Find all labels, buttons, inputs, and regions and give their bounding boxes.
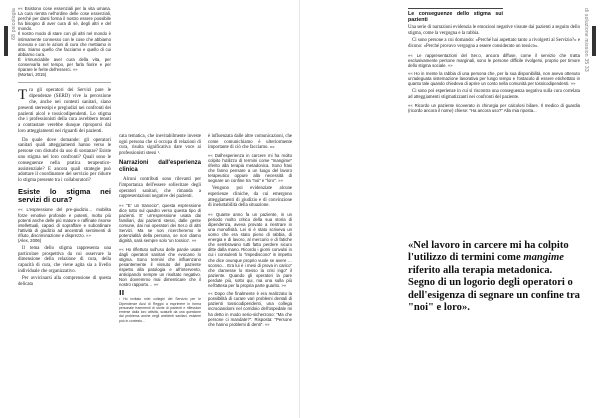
pull-quote-open: « bbox=[408, 240, 414, 251]
page-edge-bar bbox=[592, 26, 596, 56]
section-heading: Esiste lo stigma nei servizi di cura? bbox=[18, 187, 111, 205]
paragraph: Da quale dove domande: gli operatori sanitari quali atteggiamenti hanno verso le persone con disturbi da uso di sostanze? Esiste uno stigma nel loro confronti? Quali sono le conseguenze nella pratica terapeutico-assistenziale? E ancora quali strategie può adottare il coordinatore del servizio per ridurre lo stigma presente tra i collaboratori? bbox=[18, 137, 111, 184]
quote: «« Ho in mente la rabbia di una persona che, per la sua disponibilità, non aveva ottenuto un'adeguata sistemazione lavorativa per lungo tempo e l'ostacolo di essere etichettato in quanto tale quando chiedeva di aprire un conto nella comunità per tossicodipendenti. »» bbox=[408, 70, 580, 87]
page-edge-bar bbox=[4, 26, 8, 56]
paragraph: Una serie di narrazioni evidenzia le emozioni negative vissute dai pazienti a seguito dello stigma, come la vergogna e la rabbia. bbox=[408, 25, 580, 36]
paragraph: Vengono poi evidenziate alcune esperienze cliniche, da cui emergono atteggiamenti di giudizio e di convinzione di ineluttabilità della situazione. bbox=[208, 186, 292, 209]
paragraph: Alcuni contributi sono rilevanti per l'importanza dell'essere sollecitare degli operatori sanitari, che rimanda a rappresentazioni negative dei pazienti. bbox=[119, 177, 201, 200]
paragraph: è influenzata dalle altre comunicazioni, che come comunichiamo è ulteriormente importante di ciò che facciamo. »» bbox=[208, 134, 292, 151]
section-name: di soluzione mission 35 bbox=[583, 8, 589, 65]
pull-quote bbox=[408, 240, 580, 314]
section-name: psicologia bbox=[11, 8, 17, 33]
quote: «« Ricordo un paziente ricoverato in chirurgia per calcolosi biliare. Il medico di guardia (ricordo ancora il nome) chiese: "Ha ancora uso?" Alla mia riposta... bbox=[408, 103, 580, 114]
right-column-1 bbox=[408, 6, 580, 114]
running-header bbox=[583, 8, 589, 72]
section-heading: Narrazioni dall'esperienza clinica bbox=[119, 160, 201, 174]
box-title: Le conseguenze dello stigma sui pazienti bbox=[408, 11, 503, 24]
pull-quote-text: riferito alla terapia metadonica. Segno di un logorio degli operatori o dell'esigenza di segnare un confine tra "noi" e loro bbox=[408, 264, 580, 314]
intro-citation: (Mortari, 2015) bbox=[18, 72, 47, 78]
quote: «« Le rappresentazioni del Ser.o, ancora diffuse, come il servizio che tratta esclusivamente persone marginali, sono le persone difficile rivolgersi, proprio per timore dello stigma sociale. »» bbox=[408, 52, 580, 68]
page-number: 68 bbox=[11, 33, 17, 40]
box-rule bbox=[408, 8, 503, 9]
quote: «« Dopo che finalmente è era realizzato la possibilità di curare vari problemi dentali di pazienti tossicodipendenti, una collega incrociandomi nel corridoio dell'ospedale mi ha detto in modo serio-sicherzoso: "Ma che persone ci mandate?". Risposta: "Persone che hanno problemi di denti". »» bbox=[208, 291, 292, 327]
paragraph: cata tematica, che inevitabilmente investe ogni persona che si occupa di relazioni di cura, risulta significativa dare voce ai professionisti stessi ¹. bbox=[119, 134, 201, 156]
pull-quote-text: Nel lavoro in carcere mi ha colpito l'utilizzo di termini come bbox=[408, 240, 569, 264]
pull-quote-close: ». bbox=[461, 302, 470, 314]
footnote: ¹ Ho invitato miei colleghi del Servizio per le Dipendenze Ausl di Reggio a esprimere in forma personale frammenti di storie di pazienti e riflessioni emerse dalla loro attività, scaturiti da una questione dal problema anche negli ambienti sanitari, esistere può in contesto... bbox=[119, 297, 201, 323]
lead-paragraph bbox=[18, 88, 111, 134]
pull-quote-italic: mangime bbox=[523, 252, 564, 264]
paragraph: Il tema dello stigma rappresenta una particolare prospettiva da cui osservare la dimensione della relazione di cura, della capacità di cura, che viene agita sia a livello individuale che organizzativo. bbox=[18, 246, 111, 274]
divider bbox=[18, 82, 111, 83]
quote: «« Ho riflettuto sull'uso delle parole usate dagli operatori sanitari che evocano lo stigma. Sono termini che influenzano pesantemente il vissuto del paziente rispetto alla patologia e all'intervento, anticipando sempre un risultato negativo. Non dovremmo mai dimenticare che il nostro rapporto… »» bbox=[119, 246, 201, 288]
paragraph: Ci sono persone a cui domando: «Perché hai aspettato tanto a rivolgerti al Servizio?» e dicono: «Perché provavo vergogna a essere considerato un tossico». bbox=[408, 38, 580, 49]
running-header bbox=[11, 8, 17, 40]
drop-cap: T bbox=[18, 87, 28, 104]
paragraph: Ci sono poi esperienze in cui si riscontra una conseguenza negativa sulla cura correlata ad atteggiamenti stigmatizzanti nei confronti del paziente. bbox=[408, 89, 580, 100]
paragraph: Per avvicinarsi alla comprensione di questa delicata bbox=[18, 276, 111, 287]
footnote-marker: II bbox=[119, 289, 125, 298]
left-column-1 bbox=[18, 6, 111, 289]
quote: «« "E' un tranocio", questa espressione dice tutto sul quadro verso questa tipo di pazienti. E' un'espressione usata dai familiari, dai pazienti stessi, dalle gente comune, dai noi operatori dei Ser.o di altri Servizi. Ma se non ricercheremo le potenzialità della persona, se non diamo dignità, sarà sempre solo 'un tossico'. »» bbox=[119, 202, 201, 244]
quote: «« L'espressione del pre-giudizio… mobilita forze emotive profonde e potenti, molto più potenti anche delle più mature e raffinate risorse intellettuali, capaci di sopraffare e subordinare l'attività di giudizio ad ancestrali sentimenti di rifiuto, discriminazione e disprezzo. »» bbox=[18, 207, 111, 238]
page-number: 33 bbox=[583, 65, 589, 72]
lead-text: ra gli operatori dei Servizi pare le dipendenze (SERD) vive la percezione che, anche nei contesti sanitari, siano presenti stereotipi e pregiudizi nei confronti dei pazienti alcol e tossicodipendenti. Lo stigma che i professionisti della cura avrebbero tenuti a contrastare verebbe dunque riproporsi dal loro atteggiamenti nei riguardi dei pazienti. bbox=[18, 88, 111, 134]
left-column-2 bbox=[119, 134, 201, 323]
quote: «« Dall'esperienza in carcere mi ha molto colpito l'utilizzo di termini come "mangime" riferito alla terapia metadonica. Sono frasi che fanno pensare a un luogo del lavoro terapeutico oppure alla necessità di segnare un confine tra "noi" e "loro". »» bbox=[208, 152, 292, 184]
page-gutter bbox=[299, 0, 300, 418]
left-column-3 bbox=[208, 134, 292, 327]
intro-quote: «« Esistono cose essenziali per la vita umana. La cura rientra nell'ordine delle cose essenziali, perché per darsi forma il nostro essere possibile ha bisogno di aver cura di sé, degli altri e del mondo. Il nostro modo di stare con gli altri nel mondo è intimamente connesso con le cose che abbiamo ricevuto e con le azioni di cura che mettiamo in atto. Siamo quello che facciamo e quello di cui abbiamo cura. È irrinunciabile aver cura della vita, per conservarla nel tempo, per farla fiorire e per riparare le ferite dell'esserci. »» bbox=[18, 6, 111, 73]
quote: «« Quante anno fa un paziente, in un periodo molto critico della sua storia di dipendenza, aveva provato a rientrare in una monofisità. Lei si è stato scriveva un uomo che era stato pieno di rabbia, di energia e di lavoro, al mercurio e di fatiche che sembravano tutti fatto perdere sicuro ditte dalla mano. Ricordo i giorni convulsi in cui i consulenti lo "impediscono" in impetto che dice ovunque proprio vuole se avere … sconso… Era lui è i mesi di prova in carico" che clamesse lo stesso la crisi ingo" il paziente. Quando gli operatori la pare perdute più, sotto qui, ma una sulla più nell'attesa per la propria parte guarito. »» bbox=[208, 211, 292, 289]
quote-citation: (Alex, 2006) bbox=[18, 238, 42, 244]
